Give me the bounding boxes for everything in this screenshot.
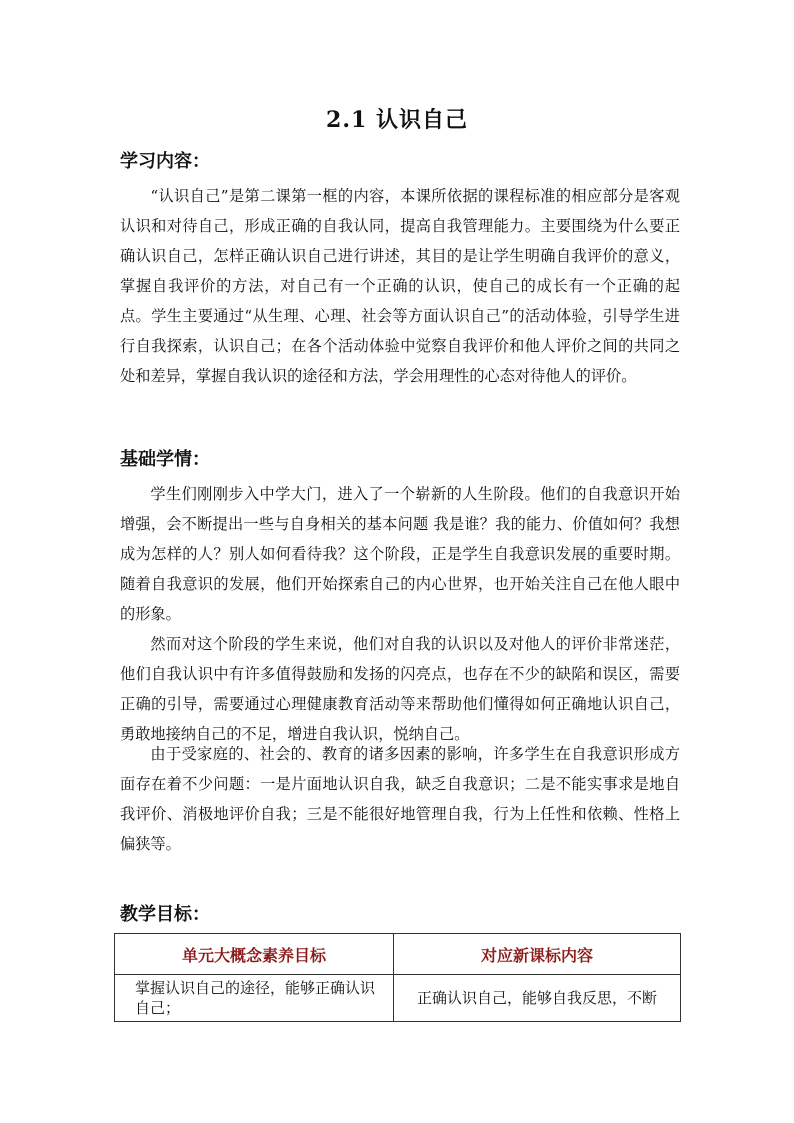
goals-header-standard: 对应新课标内容 [394, 934, 681, 975]
situation-paragraph-2: 然而对这个阶段的学生来说，他们对自我的认识以及对他人的评价非常迷茫，他们自我认识中有许多值得鼓励和发扬的闪亮点，也存在不少的缺陷和误区，需要正确的引导，需要通过心理健康教育活动等来帮助他们懂得如何正确地认识自己，勇敢地接纳自己的不足，增进自我认识，悦纳自己。 [120, 635, 680, 743]
table-row [115, 975, 681, 1022]
goals-cell-unit: 掌握认识自己的途径，能够正确认识自己； [115, 975, 394, 1022]
content-paragraph: “认识自己”是第二课第一框的内容，本课所依据的课程标准的相应部分是客观认识和对待自己，形成正确的自我认同，提高自我管理能力。主要围绕为什么要正确认识自己，怎样正确认识自己进行讲述，其目的是让学生明确自我评价的意义，掌握自我评价的方法，对自己有一个正确的认识，使自己的成长有一个正确的起点。学生主要通过“从生理、心理、社会等方面认识自己”的活动体验，引导学生进行自我探索，认识自己；在各个活动体验中觉察自我评价和他人评价之间的共同之处和差异，掌握自我认识的途径和方法，学会用理性的心态对待他人的评价。 [120, 187, 680, 385]
goals-header-unit: 单元大概念素养目标 [115, 934, 394, 975]
situation-paragraph-3: 由于受家庭的、社会的、教育的诸多因素的影响，许多学生在自我意识形成方面存在着不少问题：一是片面地认识自我，缺乏自我意识；二是不能实事求是地自我评价、消极地评价自我；三是不能很好地管理自我，行为上任性和依赖、性格上偏狭等。 [120, 745, 680, 853]
situation-paragraph-1: 学生们刚刚步入中学大门，进入了一个崭新的人生阶段。他们的自我意识开始增强，会不断提出一些与自身相关的基本问题 我是谁？我的能力、价值如何？我想成为怎样的人？别人如何看待我？这个阶段，正是学生自我意识发展的重要时期。随着自我意识的发展，他们开始探索自己的内心世界，也开始关注自己在他人眼中的形象。 [120, 485, 680, 623]
document-title: 2.1 认识自己 [326, 107, 468, 133]
goals-table [114, 933, 681, 1022]
goals-table-header-row [115, 934, 681, 975]
section-heading-goals: 教学目标： [120, 904, 210, 925]
goals-cell-standard: 正确认识自己，能够自我反思，不断 [394, 975, 681, 1022]
section-heading-situation: 基础学情： [120, 449, 210, 470]
section-heading-content: 学习内容： [120, 151, 210, 172]
